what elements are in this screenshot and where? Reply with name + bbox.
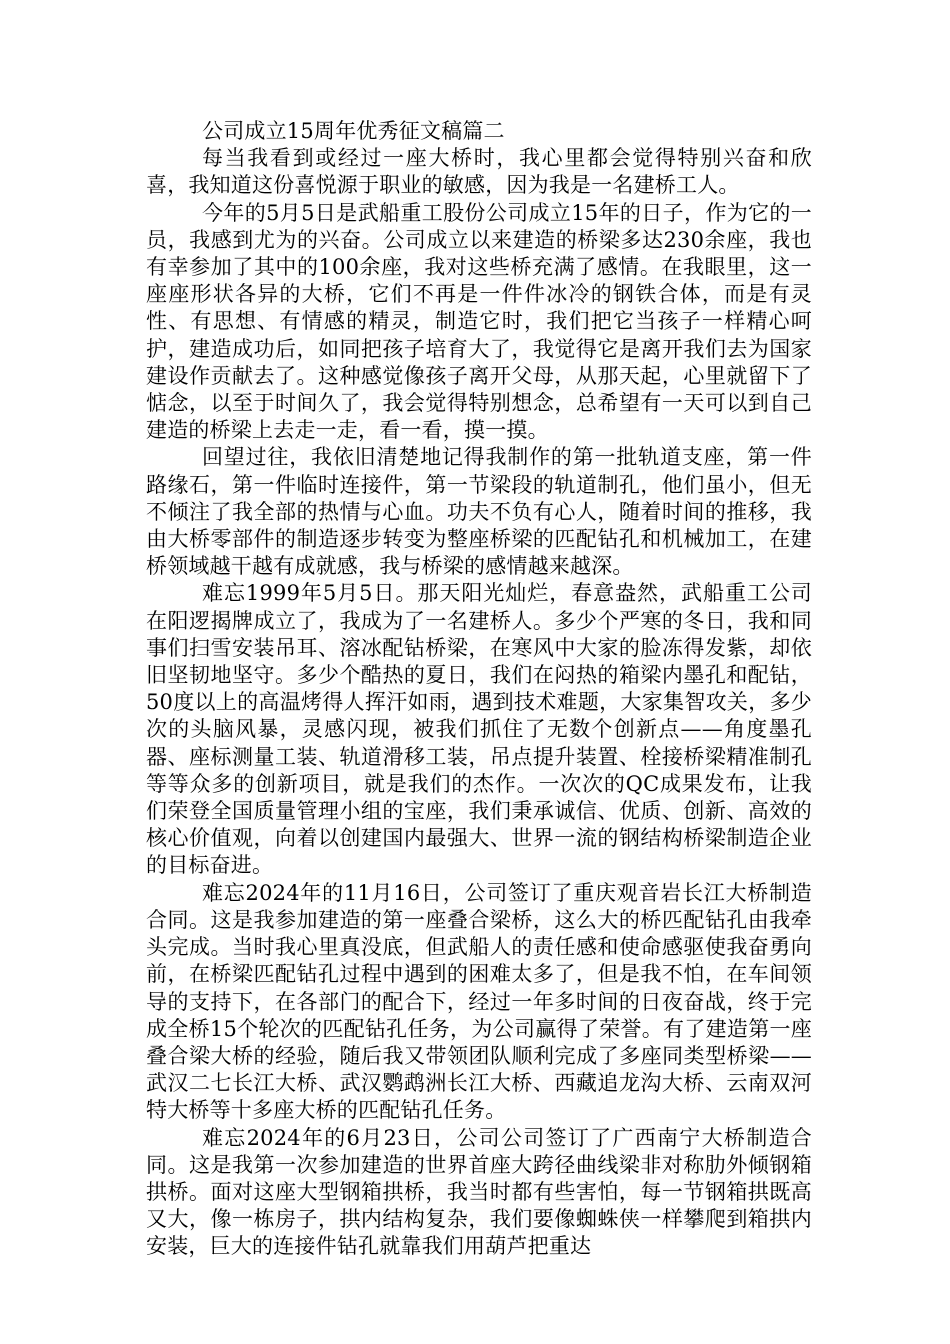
paragraph-3: 回望过往，我依旧清楚地记得我制作的第一批轨道支座，第一件路缘石，第一件临时连接件，第一节梁段的轨道制孔，他们虽小，但无不倾注了我全部的热情与心血。功夫不负有心人，随着时间的推移，我由大桥零部件的制造逐步转变为整座桥梁的匹配钻孔和机械加工，在建桥领域越干越有成就感，我与桥梁的感情越来越深。 <box>146 445 812 579</box>
paragraph-2: 今年的5月5日是武船重工股份公司成立15年的日子，作为它的一员，我感到尤为的兴奋。公司成立以来建造的桥梁多达230余座，我也有幸参加了其中的100余座，我对这些桥充满了感情。在我眼里，这一座座形状各异的大桥，它们不再是一件件冰冷的钢铁合体，而是有灵性、有思想、有情感的精灵，制造它时，我们把它当孩子一样精心呵护，建造成功后，如同把孩子培育大了，我觉得它是离开我们去为国家建设作贡献去了。这种感觉像孩子离开父母，从那天起，心里就留下了惦念，以至于时间久了，我会觉得特别想念，总希望有一天可以到自己建造的桥梁上去走一走，看一看，摸一摸。 <box>146 200 812 443</box>
document-title: 公司成立15周年优秀征文稿篇二 <box>202 119 505 143</box>
paragraph-1: 每当我看到或经过一座大桥时，我心里都会觉得特别兴奋和欣喜，我知道这份喜悦源于职业的敏感，因为我是一名建桥工人。 <box>146 146 812 198</box>
paragraph-4: 难忘1999年5月5日。那天阳光灿烂，春意盎然，武船重工公司在阳逻揭牌成立了，我成为了一名建桥人。多少个严寒的冬日，我和同事们扫雪安装吊耳、溶冰配钻桥梁，在寒风中大家的脸冻得发紫，却依旧坚韧地坚守。多少个酷热的夏日，我们在闷热的箱梁内墨孔和配钻，50度以上的高温烤得人挥汗如雨，遇到技术难题，大家集智攻关，多少次的头脑风暴，灵感闪现，被我们抓住了无数个创新点——角度墨孔器、座标测量工装、轨道滑移工装，吊点提升装置、栓接桥梁精准制孔等等众多的创新项目，就是我们的杰作。一次次的QC成果发布，让我们荣登全国质量管理小组的宝座，我们秉承诚信、优质、创新、高效的核心价值观，向着以创建国内最强大、世界一流的钢结构桥梁制造企业的目标奋进。 <box>146 581 812 878</box>
paragraph-6: 难忘2024年的6月23日，公司公司签订了广西南宁大桥制造合同。这是我第一次参加建造的世界首座大跨径曲线梁非对称肋外倾钢箱拱桥。面对这座大型钢箱拱桥，我当时都有些害怕，每一节钢箱拱既高又大，像一栋房子，拱内结构复杂，我们要像蜘蛛侠一样攀爬到箱拱内安装，巨大的连接件钻孔就靠我们用葫芦把重达 <box>146 1125 812 1259</box>
document-page <box>146 118 812 1261</box>
paragraph-5: 难忘2024年的11月16日，公司签订了重庆观音岩长江大桥制造合同。这是我参加建造的第一座叠合梁桥，这么大的桥匹配钻孔由我牵头完成。当时我心里真没底，但武船人的责任感和使命感驱使我奋勇向前，在桥梁匹配钻孔过程中遇到的困难太多了，但是我不怕，在车间领导的支持下，在各部门的配合下，经过一年多时间的日夜奋战，终于完成全桥15个轮次的匹配钻孔任务，为公司赢得了荣誉。有了建造第一座叠合梁大桥的经验，随后我又带领团队顺利完成了多座同类型桥梁——武汉二七长江大桥、武汉鹦鹉洲长江大桥、西藏追龙沟大桥、云南双河特大桥等十多座大桥的匹配钻孔任务。 <box>146 880 812 1123</box>
